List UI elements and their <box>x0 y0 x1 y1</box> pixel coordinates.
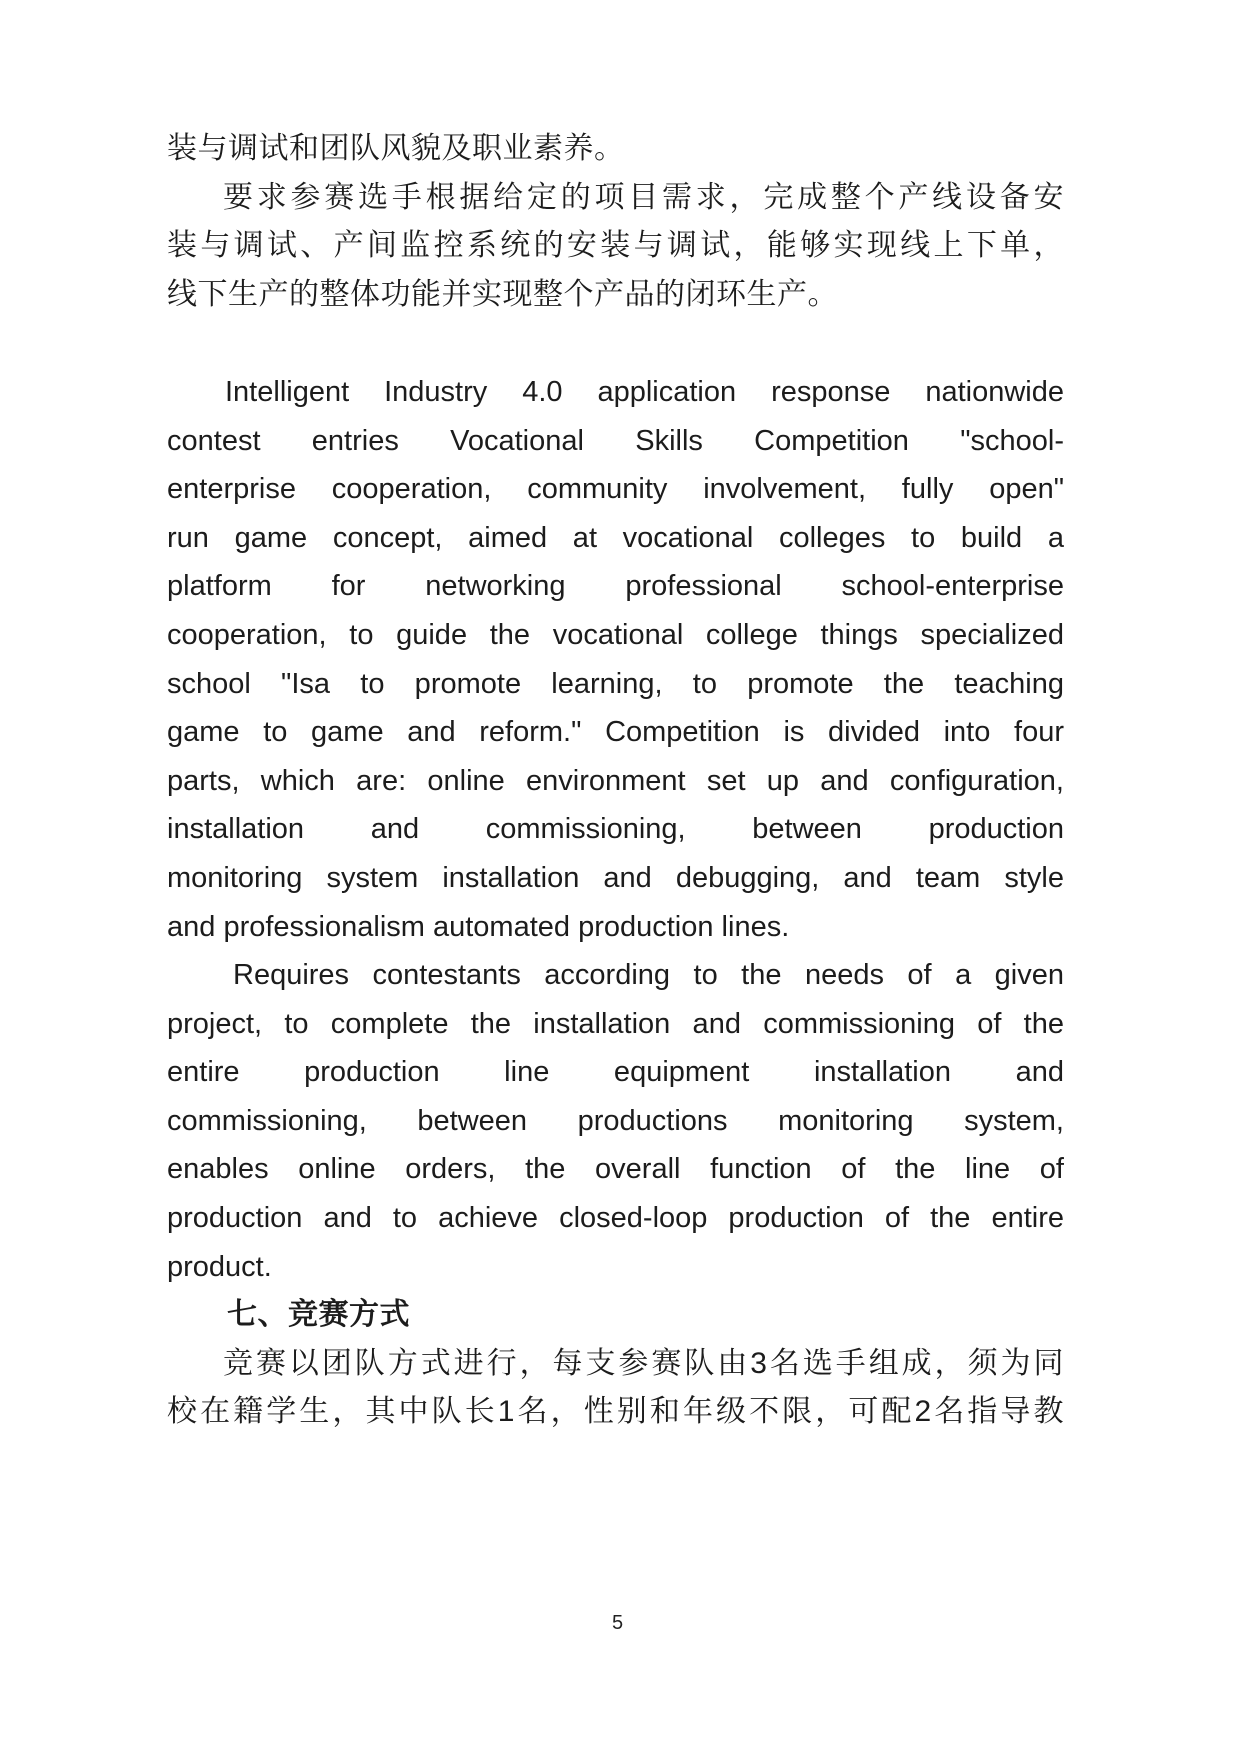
text-line: platform for networking professional school-enterprise <box>167 570 1064 603</box>
text-line: and professionalism automated production lines. <box>167 910 790 943</box>
text-line: installation and commissioning, between production <box>167 813 1064 846</box>
text-line: entire production line equipment installation and <box>167 1056 1064 1089</box>
text-line: commissioning, between productions monitoring system, <box>167 1104 1064 1137</box>
text-line: school "Isa to promote learning, to promote the teaching <box>167 667 1064 700</box>
text-line: run game concept, aimed at vocational colleges to build a <box>167 521 1064 554</box>
text-line: 装与调试和团队风貌及职业素养。 <box>167 132 625 165</box>
text-line: 要求参赛选手根据给定的项目需求，完成整个产线设备安 <box>223 180 1064 214</box>
text-line: product. <box>167 1250 272 1283</box>
text-line: project, to complete the installation and commissioning of the <box>167 1007 1064 1040</box>
section-heading: 七、竞赛方式 <box>227 1298 410 1332</box>
text-line: enterprise cooperation, community involvement, fully open" <box>167 473 1064 506</box>
text-line: 校在籍学生，其中队长1名，性别和年级不限，可配2名指导教 <box>167 1395 1064 1429</box>
text-line: enables online orders, the overall function of the line of <box>167 1153 1064 1186</box>
blank-line <box>167 319 1064 368</box>
text-line: 线下生产的整体功能并实现整个产品的闭环生产。 <box>167 277 838 311</box>
text-line: Intelligent Industry 4.0 application response nationwide <box>225 375 1064 408</box>
text-line: game to game and reform." Competition is divided into four <box>167 716 1064 749</box>
text-line: parts, which are: online environment set up and configuration, <box>167 764 1064 797</box>
text-line: 装与调试、产间监控系统的安装与调试，能够实现线上下单， <box>167 229 1064 263</box>
text-line: monitoring system installation and debugging, and team style <box>167 861 1064 894</box>
page-number: 5 <box>611 1612 624 1634</box>
document-body <box>167 125 1064 1437</box>
text-line: cooperation, to guide the vocational college things specialized <box>167 618 1064 651</box>
text-line: contest entries Vocational Skills Competition "school- <box>167 424 1064 457</box>
text-line: production and to achieve closed-loop production of the entire <box>167 1202 1064 1235</box>
text-line: Requires contestants according to the needs of a given <box>233 959 1064 992</box>
text-line: 竞赛以团队方式进行，每支参赛队由3名选手组成，须为同 <box>223 1346 1064 1380</box>
